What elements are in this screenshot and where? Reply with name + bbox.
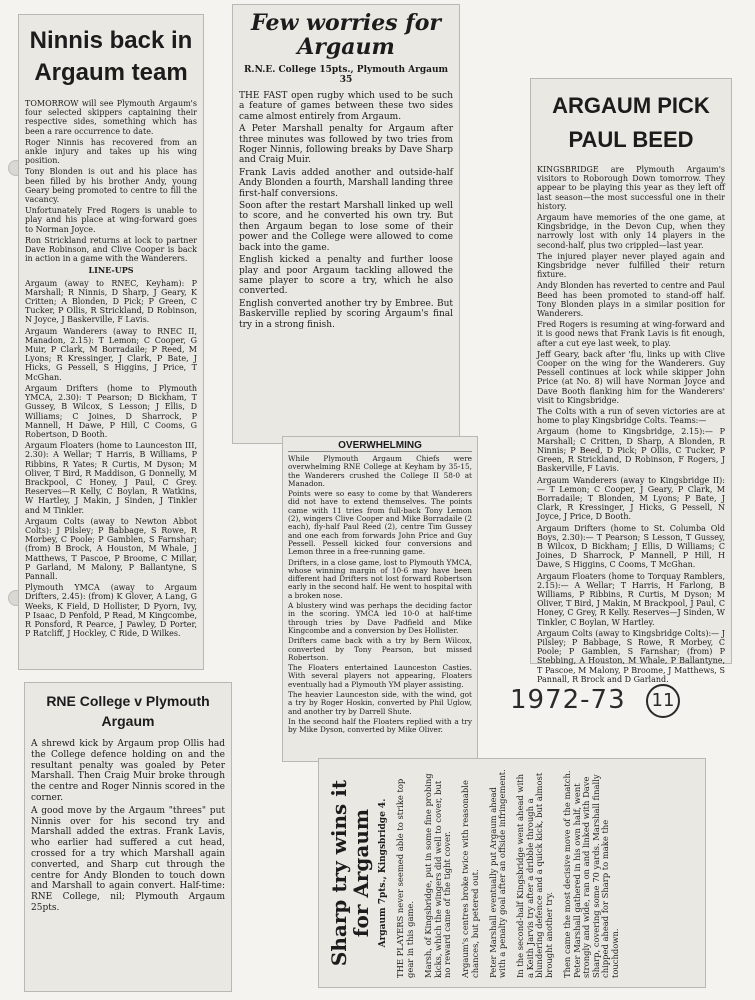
team-list: Argaum Wanderers (away to Kingsbridge II):— T Lemon; C Cooper, J Geary, P Clark, M Borradaile; T Blonden, M Lyons; P Bate, J Clark, R Kressinger, J Hicks, G Pessell, N Joyce, J Price, D Booth. — [537, 475, 725, 522]
season-annotation: 1972-73 — [510, 685, 626, 715]
paragraph: Marsh, of Kingsbridge, put in some fine probing kicks, which the wingers did well to cover, but no reward came of the tight cover. — [422, 773, 453, 978]
clipping-ninnis-body — [25, 99, 197, 638]
clipping-paul-beed-headline: ARGAUM PICK PAUL BEED — [552, 93, 710, 152]
clipping-rne-college-body — [31, 739, 225, 914]
clipping-rne-college — [24, 682, 232, 992]
lineup: Argaum Wanderers (away to RNEC II, Manadon, 2.15): T Lemon; C Cooper, G Muir, P Clark, M Borradaile; P Reed, M Lyons; R Kressinger, J Clark, P Bate, J Hicks, G Pessell, S Higgins, J Price, T McGhan. — [25, 326, 197, 382]
team-list: Argaum Drifters (home to St. Columba Old Boys, 2.30):— T Pearson; S Lesson, T Gussey, B Wilcox, D Bickham; J Ellis, D Williams; C Joines, D Sharrock, P Mannell, P Hill, H Dawe, S Higgins, C Cooms, T McGhan. — [537, 523, 725, 570]
paragraph: THE FAST open rugby which used to be such a feature of games between these two sides came almost entirely from Argaum. — [239, 91, 453, 122]
paragraph: THE PLAYERS never seemed able to strike top gear in this game. — [395, 778, 415, 978]
paragraph: English converted another try by Embree. But Baskerville replied by scoring Argaum's final try in a strong finish. — [239, 298, 453, 330]
team-list: Argaum Floaters (home to Torquay Ramblers, 2.15):— A Wellar; T Harris, H Farlong, B Williams, P Ribbins, R Curtis, M Dyson; M Oliver, T Bird, J Makin, M Brackpool, J Paul, C Honey, C Grey, R Kelly. Reserves—J Sinden, W Tinkler, C Boylan, W Hartley. — [537, 571, 725, 627]
clipping-overwhelming — [282, 436, 478, 762]
paragraph: Soon after the restart Marshall linked up well to score, and he converted his own try. But then Argaum began to lose some of their power and the College were allowed to come back into the game. — [239, 201, 453, 253]
clipping-sharp-try — [318, 758, 706, 988]
paragraph: Then came the most decisive move of the match. Peter Marshall gathered in his own half, went strongly and wide, ran on and linked with Dave Sharp, covering some 70 yards. Marshall finally chipped ahead for Sharp to make the touchdown. — [562, 770, 621, 978]
paragraph: Drifters came back with a try by Bern Wilcox, converted by Tony Pearson, but missed Robertson. — [288, 636, 472, 662]
clipping-overwhelming-body — [288, 455, 472, 735]
paragraph: Points were so easy to come by that Wanderers did not have to extend themselves. The points came with 11 tries from full-back Tony Lemon (2), wingers Clive Cooper and Mike Borradaile (2 each), fly-half Paul Reed (2), centre Tim Gussey and one each from forwards John Price and Guy Pessell. Pessell kicked four conversions and Lemon three in a free-running game. — [288, 489, 472, 557]
clipping-ninnis — [18, 14, 204, 670]
paragraph: Drifters, in a close game, lost to Plymouth YMCA, whose winning margin of 10-6 may have been different had Drifters not lost forward Robertson early in the second half. He went to hospital with a broken nose. — [288, 557, 472, 600]
clipping-few-worries — [232, 4, 460, 444]
paragraph: Fred Rogers is resuming at wing-forward and it is good news that Frank Lavis is fit enough, after a cut eye last week, to play. — [537, 320, 725, 348]
paragraph: A Peter Marshall penalty for Argaum after three minutes was followed by two tries from Roger Ninnis, following breaks by Dave Sharp and Craig Muir. — [239, 124, 453, 166]
lineup: Plymouth YMCA (away to Argaum Drifters, 2.45): (from) K Glover, A Lang, G Weeks, K Field, D Hollister, D Pyorn, Ivy, P Isaac, D Penfold, P Read, M Kingcombe, R Ponsford, R Pearce, J Pawley, D Porter, P Ratcliff, J Hockley, C Ride, D Wilkes. — [25, 583, 197, 639]
clipping-few-worries-body — [239, 91, 453, 330]
paragraph: Argaum's centres broke twice with reasonable chances, but petered out. — [460, 780, 480, 978]
match-score: Argaum 7pts., Kingsbridge 4. — [378, 798, 388, 948]
clipping-paul-beed-body — [537, 165, 725, 684]
paragraph: Ron Strickland returns at lock to partner Dave Robinson, and Clive Cooper is back in action in a game with the Wanderers. — [25, 235, 197, 264]
clipping-few-worries-headline: Few worries for Argaum — [251, 10, 441, 60]
clipping-ninnis-headline: Ninnis back in Argaum team — [29, 27, 193, 86]
paragraph: In the second-half Kingsbridge went ahead with a Keith Jarvis try after a dribble through a blundering defence and a quick kick, but almost brought another try. — [515, 772, 555, 978]
paragraph: Unfortunately Fred Rogers is unable to play and his place at wing-forward goes to Norman Joyce. — [25, 206, 197, 234]
paragraph: The Colts with a run of seven victories are at home to play Kingsbridge Colts. Teams:— — [537, 407, 725, 426]
paragraph: The heavier Launceston side, with the wind, got a try by Roger Hoskin, converted by Phil Uglow, and another try by Darrell Shute. — [288, 690, 472, 716]
page-number-annotation: 11 — [646, 684, 680, 718]
clipping-overwhelming-headline: OVERWHELMING — [288, 440, 472, 452]
paragraph: The Floaters entertained Launceston Casties. With several players not appearing, Floaters eventually had a Plymouth YM player assisting. — [288, 663, 472, 689]
paragraph: Peter Marshall eventually put Argaum ahead with a penalty goal after an offside infringement. — [487, 769, 508, 978]
paragraph: Andy Blonden has reverted to centre and Paul Beed has been promoted to stand-off half. Tony Blonden plays in a similar position for Wanderers. — [537, 281, 725, 319]
paragraph: A good move by the Argaum "threes" put Ninnis over for his second try and Marshall added the extras. Frank Lavis, who earlier had suffered a cut head, crossed for a try which Marshall again converted, and Sharp cut through the centre for Andy Blonden to touch down and Marshall to again convert. Half-time: RNE College, nil; Plymouth Argaum 25pts. — [31, 805, 225, 913]
clipping-sharp-try-rotated — [322, 762, 702, 984]
paragraph: Frank Lavis added another and outside-half Andy Blonden a fourth, Marshall landing three first-half conversions. — [239, 167, 453, 199]
paragraph: A shrewd kick by Argaum prop Ollis had the College defence holding on and the resultant penalty was goaled by Peter Marshall. Then Craig Muir broke through the centre and Roger Ninnis scored in the corner. — [31, 739, 225, 803]
lineup: Argaum (away to RNEC, Keyham): P Marshall; R Ninnis, D Sharp, J Geary, K Critten; A Blonden, D Pick; P Green, C Tucker, P Ollis, R Strickland, D Robinson, N Joyce, J Baskerville, F Lavis. — [25, 278, 197, 325]
paragraph: Tony Blonden is out and his place has been filled by his brother Andy, young Geary being promoted to centre to fill the vacancy. — [25, 167, 197, 205]
paragraph: A blustery wind was perhaps the deciding factor in the scoring. YMCA led 10-0 at half-time through tries by Dave Padfield and Mike Kingcombe and a conversion by Des Hollister. — [288, 601, 472, 635]
paragraph: Jeff Geary, back after 'flu, links up with Clive Cooper on the wing for the Wanderers. Guy Pessell continues at lock while skipper John Price (at No. 8) will have Norman Joyce and Dave Booth flanking him for the Wanderers' visit to Kingsbridge. — [537, 349, 725, 405]
clipping-sharp-try-body — [396, 768, 620, 978]
team-list: Argaum (home to Kingsbridge, 2.15):— P Marshall; C Critten, D Sharp, A Blonden, R Ninnis; P Beed, D Pick; P Ollis, C Tucker, P Green, R Strickland, D Robinson, F Rogers, J Baskerville, F Lavis. — [537, 427, 725, 474]
match-score: R.N.E. College 15pts., Plymouth Argaum 35 — [243, 65, 449, 85]
paragraph: English kicked a penalty and further loose play and poor Argaum tackling allowed the same player to score a try, which he also converted. — [239, 255, 453, 297]
paragraph: Roger Ninnis has recovered from an ankle injury and takes up his wing position. — [25, 137, 197, 166]
lineups-heading: LINE-UPS — [88, 265, 134, 276]
paragraph: KINGSBRIDGE are Plymouth Argaum's visitors to Roborough Down tomorrow. They appear to be playing this year as they left off last season—the most successful one in their history. — [537, 165, 725, 211]
paragraph: In the second half the Floaters replied with a try by Mike Dyson, converted by Mike Oliver. — [288, 716, 472, 735]
lineup: Argaum Colts (away to Newton Abbot Colts): J Pilsley; P Babbage, S Rowe, R Morbey, C Poole; P Gamblen, S Farnshar; (from) B Brock, A Houston, M Whale, J Matthews, T Pascoe, P Broome, C Millar, P Garland, M Malony, P Ballantyne, S Pannall. — [25, 516, 197, 581]
paragraph: TOMORROW will see Plymouth Argaum's four selected skippers captaining their respective sides, something which has been a rare occurrence to date. — [25, 99, 197, 136]
clipping-rne-college-headline: RNE College v Plymouth Argaum — [46, 693, 210, 729]
paragraph: Argaum have memories of the one game, at Kingsbridge, in the Devon Cup, when they narrowly lost with only 14 players in the second-half, plus two crippled—last year. — [537, 213, 725, 250]
clipping-paul-beed — [530, 78, 732, 684]
lineup: Argaum Floaters (home to Launceston III, 2.30): A Wellar; T Harris, B Williams, P Ribbins, R Yates; R Curtis, M Dyson; M Oliver, T Bird, R Maddison, G Donnelly, M Brackpool, C Honey, J Paul, C Grey. Reserves—R Kelly, C Boylan, R Watkins, W Hartley, J Makin, J Sinden, J Tinkler and M Tinkler. — [25, 441, 197, 515]
team-list: Argaum Colts (away to Kingsbridge Colts):— J Pilsley; P Babbage, S Rowe, R Morbey, C Poole; P Gamblen, S Farnshar; (from) P Stebbing, A Houston, M Whale, P Ballantyne, T Pascoe, M Malony, P Broome, J Matthews, S Pannall, R Brock and D Garland. — [537, 628, 725, 684]
clipping-sharp-try-headline: Sharp try wins it for Argaum — [327, 779, 373, 967]
paragraph: While Plymouth Argaum Chiefs were overwhelming RNE College at Keyham by 35-15, the Wanderers crushed the College II 58-0 at Manadon. — [288, 454, 472, 488]
lineup: Argaum Drifters (home to Plymouth YMCA, 2.30): T Pearson; D Bickham, T Gussey, B Wilcox, S Lesson; J Ellis, D Williams; C Joines, D Sharrock, P Mannell, H Dawe, P Hill, C Cooms, G Robertson, D Booth. — [25, 383, 197, 439]
paragraph: The injured player never played again and Kingsbridge never fulfilled their return fixture. — [537, 251, 725, 280]
